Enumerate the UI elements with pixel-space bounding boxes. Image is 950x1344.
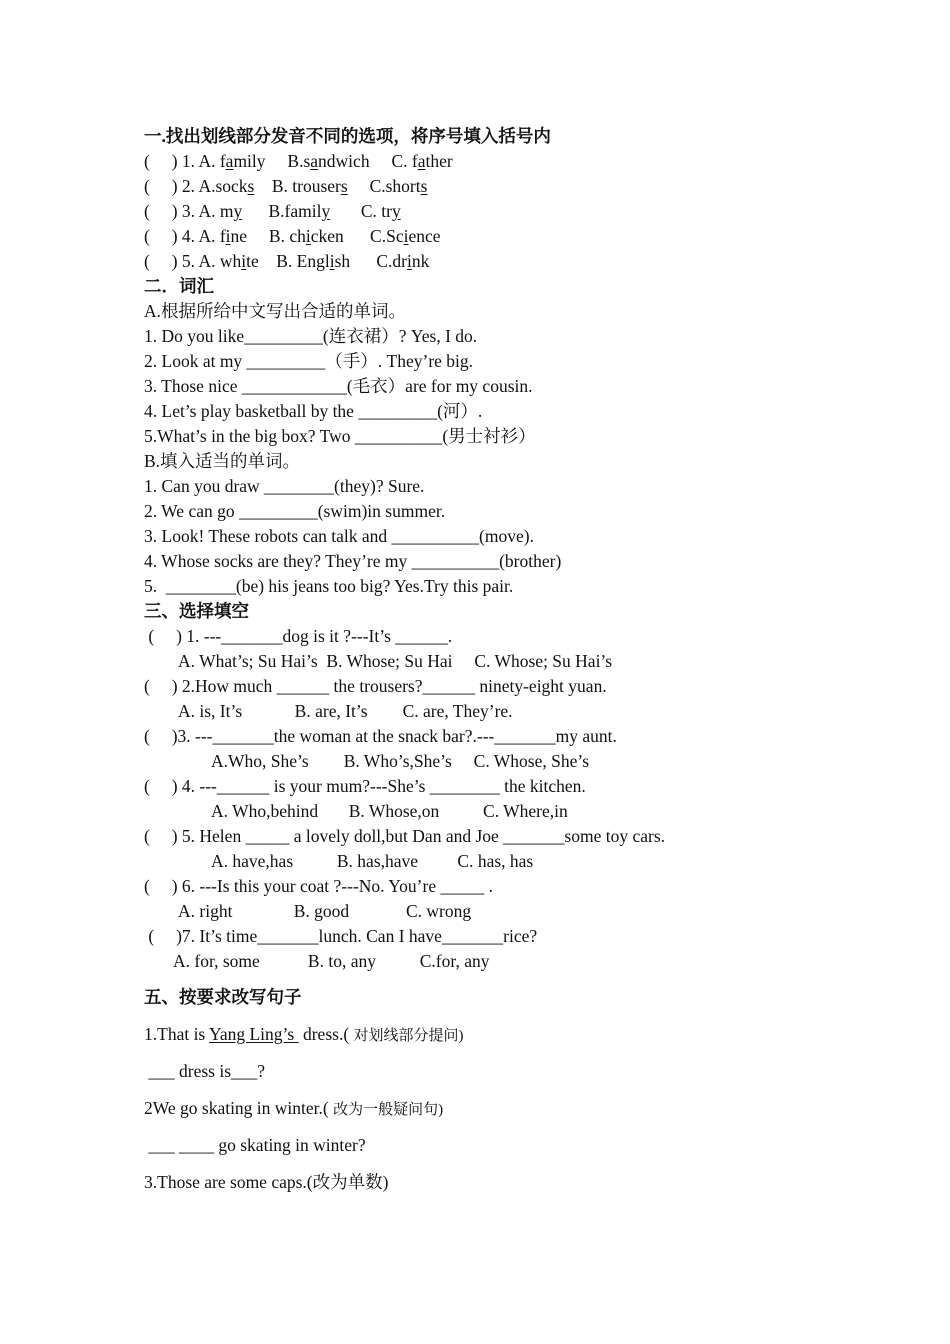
- vocab-b-item-1: 1. Can you draw ________(they)? Sure.: [144, 476, 425, 496]
- vocab-b-item-4: 4. Whose socks are they? They’re my __________(brother): [144, 551, 562, 571]
- vocab-a-item-1: 1. Do you like_________(连衣裙）? Yes, I do.: [144, 326, 478, 346]
- section5-title: 五、按要求改写句子: [144, 987, 302, 1007]
- mc-question-1: ( ) 1. ---_______dog is it ?---It’s ______.: [144, 626, 453, 646]
- section2-part-a-heading: A.根据所给中文写出合适的单词。: [144, 301, 407, 321]
- rewrite-answer-2: ___ ____ go skating in winter?: [144, 1135, 366, 1155]
- rewrite-answer-1: ___ dress is___?: [144, 1061, 266, 1081]
- vocab-a-item-3: 3. Those nice ____________(毛衣）are for my cousin.: [144, 376, 533, 396]
- mc-options-6: A. right B. good C. wrong: [178, 901, 472, 921]
- mc-question-3: ( )3. ---_______the woman at the snack bar?.---_______my aunt.: [144, 726, 617, 746]
- mc-options-3: A.Who, She’s B. Who’s,She’s C. Whose, She’s: [211, 751, 590, 771]
- mc-question-6: ( ) 6. ---Is this your coat ?---No. You’re _____ .: [144, 876, 493, 896]
- vocab-a-item-4: 4. Let’s play basketball by the _________(河）.: [144, 401, 483, 421]
- mc-options-7: A. for, some B. to, any C.for, any: [173, 951, 490, 971]
- mc-question-4: ( ) 4. ---______ is your mum?---She’s ________ the kitchen.: [144, 776, 586, 796]
- vocab-b-item-3: 3. Look! These robots can talk and __________(move).: [144, 526, 534, 546]
- vocab-b-item-2: 2. We can go _________(swim)in summer.: [144, 501, 446, 521]
- rewrite-item-2: 2We go skating in winter.( 改为一般疑问句): [144, 1098, 444, 1118]
- mc-options-2: A. is, It’s B. are, It’s C. are, They’re.: [178, 701, 513, 721]
- phonics-item-3: ( ) 3. A. my B.family C. try: [144, 201, 401, 221]
- vocab-b-item-5: 5. ________(be) his jeans too big? Yes.Try this pair.: [144, 576, 514, 596]
- phonics-item-2: ( ) 2. A.socks B. trousers C.shorts: [144, 176, 428, 196]
- mc-options-5: A. have,has B. has,have C. has, has: [211, 851, 534, 871]
- section1-title: 一.找出划线部分发音不同的选项，将序号填入括号内: [144, 126, 551, 146]
- phonics-item-5: ( ) 5. A. white B. English C.drink: [144, 251, 430, 271]
- mc-question-5: ( ) 5. Helen _____ a lovely doll,but Dan and Joe _______some toy cars.: [144, 826, 666, 846]
- mc-options-4: A. Who,behind B. Whose,on C. Where,in: [211, 801, 568, 821]
- mc-question-7: ( )7. It’s time_______lunch. Can I have_______rice?: [144, 926, 538, 946]
- rewrite-item-1: 1.That is Yang Ling’s dress.( 对划线部分提问): [144, 1024, 464, 1044]
- vocab-a-item-5: 5.What’s in the big box? Two __________(男士衬衫）: [144, 426, 536, 446]
- phonics-item-4: ( ) 4. A. fine B. chicken C.Science: [144, 226, 441, 246]
- phonics-item-1: ( ) 1. A. family B.sandwich C. father: [144, 151, 453, 171]
- mc-question-2: ( ) 2.How much ______ the trousers?______ ninety-eight yuan.: [144, 676, 607, 696]
- vocab-a-item-2: 2. Look at my _________（手）. They’re big.: [144, 351, 474, 371]
- mc-options-1: A. What’s; Su Hai’s B. Whose; Su Hai C. Whose; Su Hai’s: [178, 651, 613, 671]
- rewrite-item-3: 3.Those are some caps.(改为单数): [144, 1172, 389, 1192]
- section3-title: 三、选择填空: [144, 601, 249, 621]
- section2-part-b-heading: B.填入适当的单词。: [144, 451, 301, 471]
- section2-title: 二．词汇: [144, 276, 214, 296]
